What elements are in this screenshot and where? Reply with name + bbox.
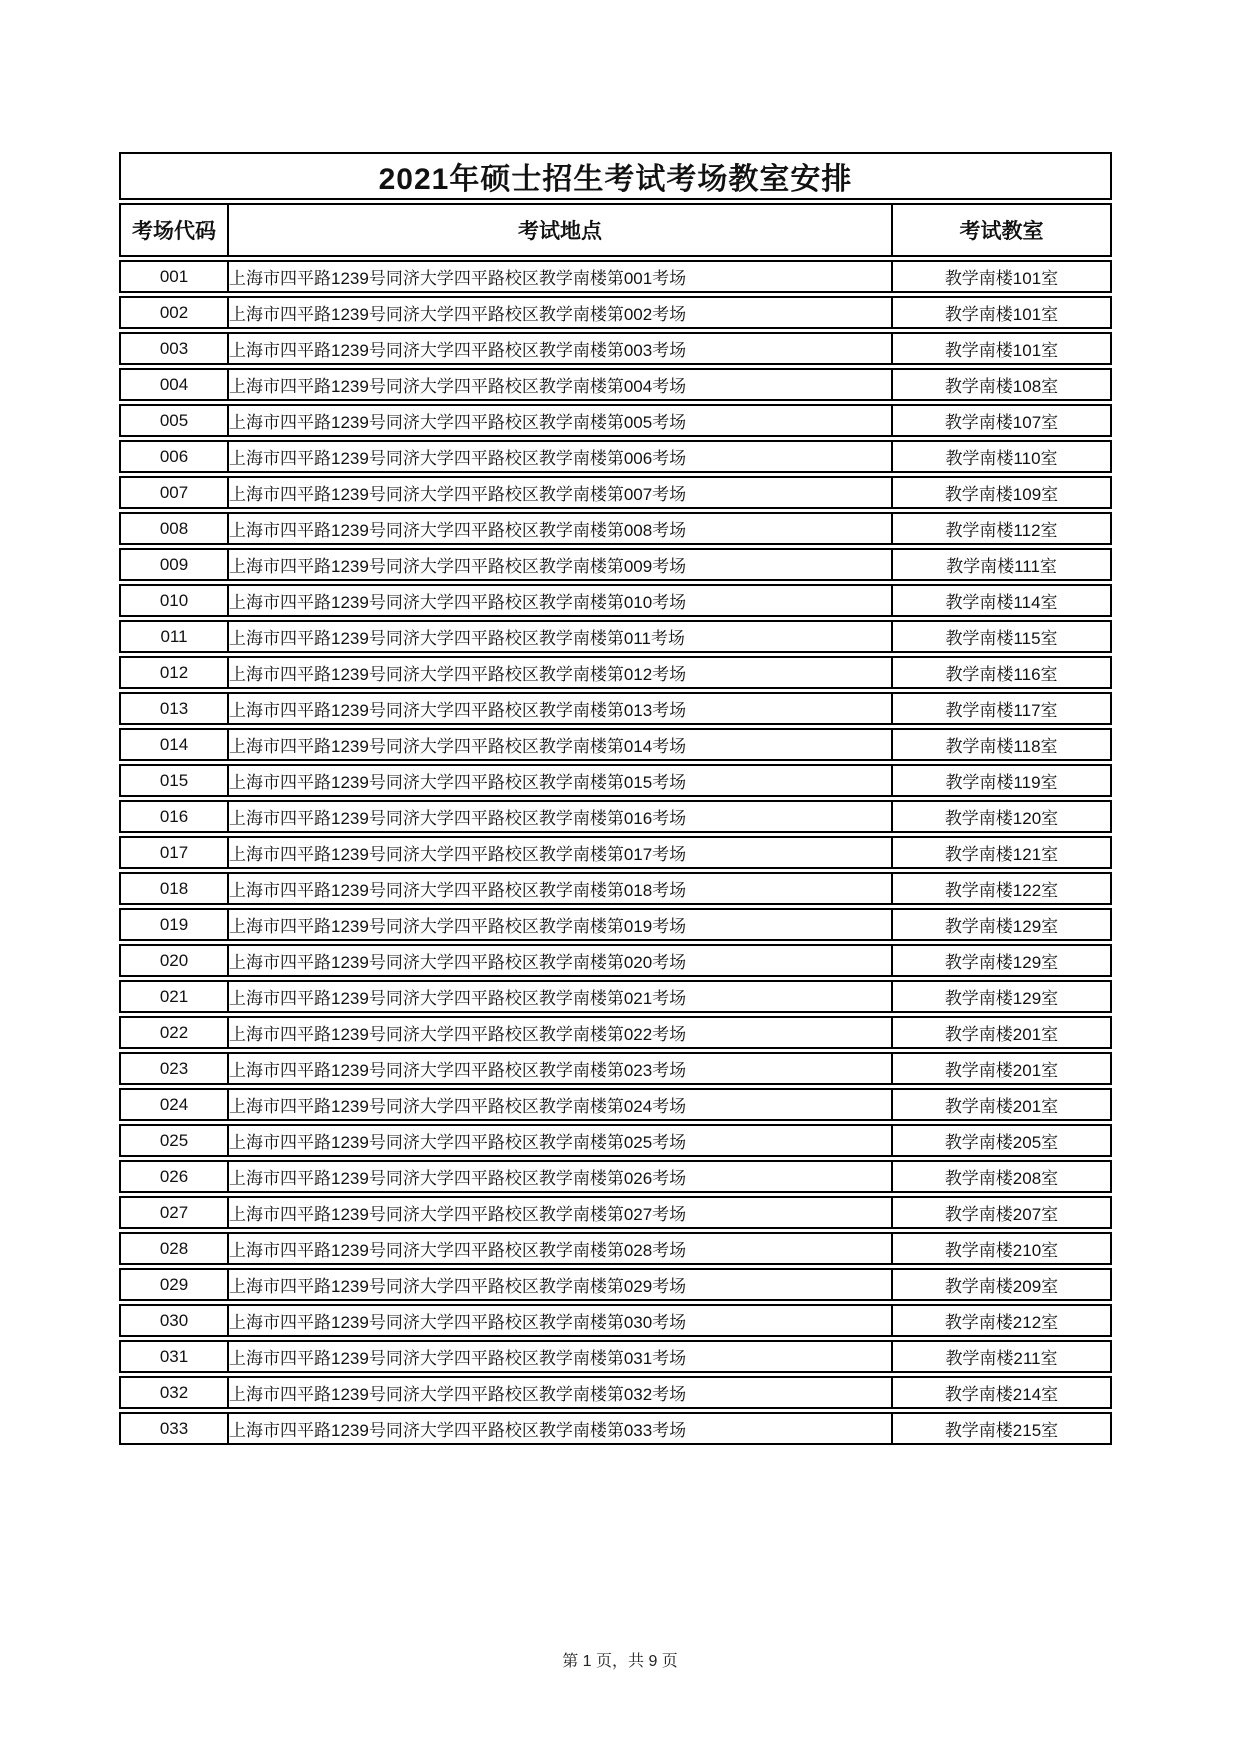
exam-code-cell: 031 (119, 1340, 229, 1373)
exam-location-cell: 上海市四平路1239号同济大学四平路校区教学南楼第008考场 (229, 512, 893, 545)
exam-code-cell: 027 (119, 1196, 229, 1229)
table-row (119, 1124, 1112, 1157)
table-row (119, 728, 1112, 761)
exam-code-cell: 028 (119, 1232, 229, 1265)
exam-room-cell: 教学南楼201室 (893, 1016, 1112, 1049)
exam-code-cell: 019 (119, 908, 229, 941)
exam-room-cell: 教学南楼214室 (893, 1376, 1112, 1409)
exam-room-cell: 教学南楼118室 (893, 728, 1112, 761)
exam-location-cell: 上海市四平路1239号同济大学四平路校区教学南楼第011考场 (229, 620, 893, 653)
exam-code-cell: 013 (119, 692, 229, 725)
exam-room-cell: 教学南楼115室 (893, 620, 1112, 653)
exam-location-cell: 上海市四平路1239号同济大学四平路校区教学南楼第006考场 (229, 440, 893, 473)
exam-location-cell: 上海市四平路1239号同济大学四平路校区教学南楼第005考场 (229, 404, 893, 437)
exam-location-cell: 上海市四平路1239号同济大学四平路校区教学南楼第030考场 (229, 1304, 893, 1337)
exam-code-cell: 001 (119, 260, 229, 293)
exam-location-cell: 上海市四平路1239号同济大学四平路校区教学南楼第025考场 (229, 1124, 893, 1157)
exam-location-cell: 上海市四平路1239号同济大学四平路校区教学南楼第020考场 (229, 944, 893, 977)
table-title-row (119, 152, 1112, 200)
table-row (119, 332, 1112, 365)
exam-room-cell: 教学南楼116室 (893, 656, 1112, 689)
table-row (119, 620, 1112, 653)
exam-room-cell: 教学南楼110室 (893, 440, 1112, 473)
exam-room-cell: 教学南楼121室 (893, 836, 1112, 869)
exam-room-cell: 教学南楼101室 (893, 332, 1112, 365)
exam-code-cell: 006 (119, 440, 229, 473)
table-row (119, 908, 1112, 941)
exam-code-cell: 030 (119, 1304, 229, 1337)
table-row (119, 296, 1112, 329)
exam-location-cell: 上海市四平路1239号同济大学四平路校区教学南楼第019考场 (229, 908, 893, 941)
exam-code-cell: 029 (119, 1268, 229, 1301)
exam-table-body (119, 260, 1112, 1445)
exam-location-cell: 上海市四平路1239号同济大学四平路校区教学南楼第029考场 (229, 1268, 893, 1301)
page-number-footer: 第 1 页，共 9 页 (562, 1653, 678, 1670)
exam-code-cell: 023 (119, 1052, 229, 1085)
exam-room-cell: 教学南楼210室 (893, 1232, 1112, 1265)
table-row (119, 548, 1112, 581)
table-row (119, 368, 1112, 401)
table-row (119, 944, 1112, 977)
exam-location-cell: 上海市四平路1239号同济大学四平路校区教学南楼第017考场 (229, 836, 893, 869)
exam-code-cell: 015 (119, 764, 229, 797)
exam-code-cell: 024 (119, 1088, 229, 1121)
exam-location-cell: 上海市四平路1239号同济大学四平路校区教学南楼第028考场 (229, 1232, 893, 1265)
exam-room-cell: 教学南楼201室 (893, 1052, 1112, 1085)
exam-location-cell: 上海市四平路1239号同济大学四平路校区教学南楼第018考场 (229, 872, 893, 905)
table-row (119, 260, 1112, 293)
exam-location-cell: 上海市四平路1239号同济大学四平路校区教学南楼第014考场 (229, 728, 893, 761)
exam-code-cell: 025 (119, 1124, 229, 1157)
table-row (119, 1088, 1112, 1121)
exam-room-cell: 教学南楼209室 (893, 1268, 1112, 1301)
exam-location-cell: 上海市四平路1239号同济大学四平路校区教学南楼第033考场 (229, 1412, 893, 1445)
exam-location-cell: 上海市四平路1239号同济大学四平路校区教学南楼第023考场 (229, 1052, 893, 1085)
exam-location-cell: 上海市四平路1239号同济大学四平路校区教学南楼第004考场 (229, 368, 893, 401)
exam-code-cell: 010 (119, 584, 229, 617)
exam-location-cell: 上海市四平路1239号同济大学四平路校区教学南楼第027考场 (229, 1196, 893, 1229)
table-row (119, 440, 1112, 473)
exam-code-cell: 026 (119, 1160, 229, 1193)
table-row (119, 980, 1112, 1013)
column-header-exam-code: 考场代码 (119, 203, 229, 257)
table-row (119, 1052, 1112, 1085)
exam-location-cell: 上海市四平路1239号同济大学四平路校区教学南楼第010考场 (229, 584, 893, 617)
exam-code-cell: 022 (119, 1016, 229, 1049)
exam-code-cell: 014 (119, 728, 229, 761)
exam-location-cell: 上海市四平路1239号同济大学四平路校区教学南楼第022考场 (229, 1016, 893, 1049)
exam-room-table (119, 149, 1112, 1448)
exam-code-cell: 004 (119, 368, 229, 401)
exam-room-cell: 教学南楼205室 (893, 1124, 1112, 1157)
exam-code-cell: 018 (119, 872, 229, 905)
exam-room-cell: 教学南楼108室 (893, 368, 1112, 401)
exam-room-cell: 教学南楼212室 (893, 1304, 1112, 1337)
table-row (119, 404, 1112, 437)
column-header-exam-room: 考试教室 (893, 203, 1112, 257)
exam-code-cell: 003 (119, 332, 229, 365)
exam-location-cell: 上海市四平路1239号同济大学四平路校区教学南楼第031考场 (229, 1340, 893, 1373)
exam-code-cell: 012 (119, 656, 229, 689)
exam-room-cell: 教学南楼201室 (893, 1088, 1112, 1121)
exam-location-cell: 上海市四平路1239号同济大学四平路校区教学南楼第021考场 (229, 980, 893, 1013)
exam-location-cell: 上海市四平路1239号同济大学四平路校区教学南楼第026考场 (229, 1160, 893, 1193)
exam-room-cell: 教学南楼129室 (893, 908, 1112, 941)
table-row (119, 1340, 1112, 1373)
exam-code-cell: 021 (119, 980, 229, 1013)
table-row (119, 764, 1112, 797)
exam-room-cell: 教学南楼101室 (893, 296, 1112, 329)
table-row (119, 584, 1112, 617)
exam-location-cell: 上海市四平路1239号同济大学四平路校区教学南楼第013考场 (229, 692, 893, 725)
table-row (119, 1268, 1112, 1301)
exam-room-cell: 教学南楼215室 (893, 1412, 1112, 1445)
exam-code-cell: 020 (119, 944, 229, 977)
exam-room-cell: 教学南楼101室 (893, 260, 1112, 293)
exam-location-cell: 上海市四平路1239号同济大学四平路校区教学南楼第009考场 (229, 548, 893, 581)
table-row (119, 836, 1112, 869)
exam-room-cell: 教学南楼111室 (893, 548, 1112, 581)
exam-code-cell: 033 (119, 1412, 229, 1445)
table-row (119, 1016, 1112, 1049)
table-row (119, 512, 1112, 545)
exam-room-cell: 教学南楼120室 (893, 800, 1112, 833)
exam-room-cell: 教学南楼208室 (893, 1160, 1112, 1193)
table-row (119, 1196, 1112, 1229)
exam-location-cell: 上海市四平路1239号同济大学四平路校区教学南楼第002考场 (229, 296, 893, 329)
exam-location-cell: 上海市四平路1239号同济大学四平路校区教学南楼第024考场 (229, 1088, 893, 1121)
exam-code-cell: 007 (119, 476, 229, 509)
exam-location-cell: 上海市四平路1239号同济大学四平路校区教学南楼第032考场 (229, 1376, 893, 1409)
exam-code-cell: 002 (119, 296, 229, 329)
exam-code-cell: 017 (119, 836, 229, 869)
exam-room-cell: 教学南楼119室 (893, 764, 1112, 797)
exam-location-cell: 上海市四平路1239号同济大学四平路校区教学南楼第016考场 (229, 800, 893, 833)
table-row (119, 476, 1112, 509)
page-title: 2021年硕士招生考试考场教室安排 (119, 152, 1112, 200)
table-row (119, 1232, 1112, 1265)
exam-room-cell: 教学南楼129室 (893, 980, 1112, 1013)
table-row (119, 800, 1112, 833)
table-row (119, 1160, 1112, 1193)
table-row (119, 1376, 1112, 1409)
exam-room-cell: 教学南楼112室 (893, 512, 1112, 545)
exam-room-cell: 教学南楼122室 (893, 872, 1112, 905)
table-row (119, 1304, 1112, 1337)
exam-room-cell: 教学南楼129室 (893, 944, 1112, 977)
table-row (119, 692, 1112, 725)
exam-location-cell: 上海市四平路1239号同济大学四平路校区教学南楼第012考场 (229, 656, 893, 689)
column-header-exam-location: 考试地点 (229, 203, 893, 257)
table-row (119, 656, 1112, 689)
exam-location-cell: 上海市四平路1239号同济大学四平路校区教学南楼第007考场 (229, 476, 893, 509)
exam-code-cell: 008 (119, 512, 229, 545)
exam-room-cell: 教学南楼117室 (893, 692, 1112, 725)
table-header-row (119, 203, 1112, 257)
exam-room-cell: 教学南楼207室 (893, 1196, 1112, 1229)
exam-code-cell: 011 (119, 620, 229, 653)
exam-location-cell: 上海市四平路1239号同济大学四平路校区教学南楼第003考场 (229, 332, 893, 365)
exam-room-cell: 教学南楼114室 (893, 584, 1112, 617)
exam-location-cell: 上海市四平路1239号同济大学四平路校区教学南楼第015考场 (229, 764, 893, 797)
exam-room-cell: 教学南楼109室 (893, 476, 1112, 509)
exam-room-cell: 教学南楼211室 (893, 1340, 1112, 1373)
exam-location-cell: 上海市四平路1239号同济大学四平路校区教学南楼第001考场 (229, 260, 893, 293)
table-row (119, 872, 1112, 905)
exam-code-cell: 032 (119, 1376, 229, 1409)
table-row (119, 1412, 1112, 1445)
exam-code-cell: 016 (119, 800, 229, 833)
exam-code-cell: 005 (119, 404, 229, 437)
exam-code-cell: 009 (119, 548, 229, 581)
exam-room-cell: 教学南楼107室 (893, 404, 1112, 437)
